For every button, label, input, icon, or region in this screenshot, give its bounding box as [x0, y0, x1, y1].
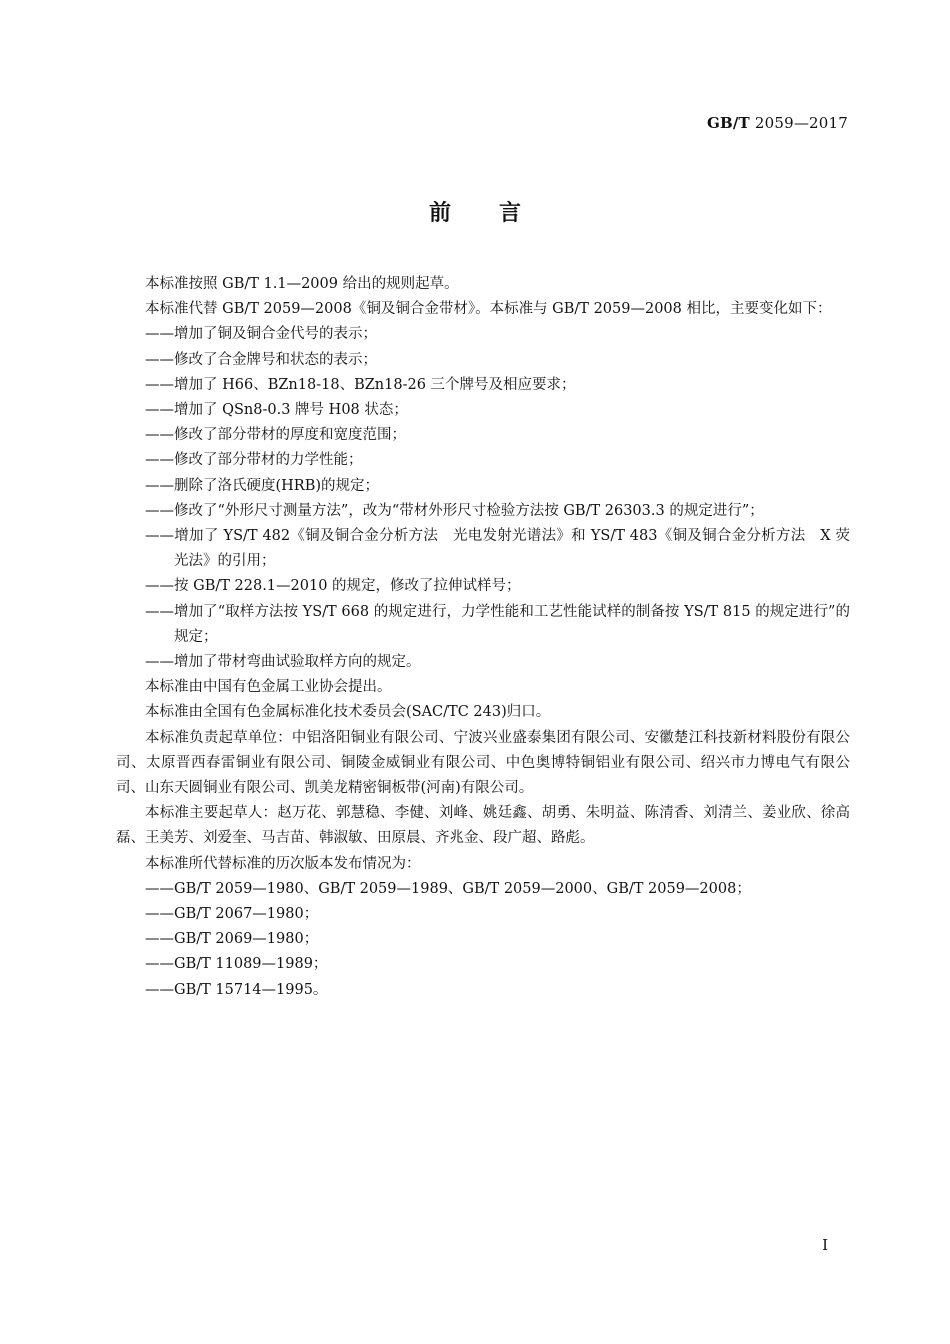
- change-item: ——增加了带材弯曲试验取样方向的规定。: [145, 654, 421, 671]
- change-item: ——增加了 H66、BZn18-18、BZn18-26 三个牌号及相应要求；: [145, 376, 576, 393]
- change-item: ——增加了 QSn8-0.3 牌号 H08 状态；: [145, 402, 408, 419]
- paragraph: 本标准由中国有色金属工业协会提出。: [145, 679, 392, 696]
- change-item: ——增加了铜及铜合金代号的表示；: [145, 326, 377, 343]
- standard-code: [707, 114, 848, 132]
- change-item: ——增加了“取样方法按 YS/T 668 的规定进行，力学性能和工艺性能试样的制备按 YS/T 815 的规定进行”的规定；: [145, 603, 850, 645]
- paragraph: 本标准负责起草单位：中铝洛阳铜业有限公司、宁波兴业盛泰集团有限公司、安徽楚江科技新材料股份有限公司、太原晋西春雷铜业有限公司、铜陵金威铜业有限公司、中色奥博特铜铝业有限公司、绍兴市力博电气有限公司、山东天圆铜业有限公司、凯美龙精密铜板带(河南)有限公司。: [116, 729, 850, 797]
- history-item: ——GB/T 2067—1980；: [145, 906, 319, 923]
- change-item: ——按 GB/T 228.1—2010 的规定，修改了拉伸试样号；: [145, 578, 521, 595]
- change-item: ——修改了“外形尺寸测量方法”，改为“带材外形尺寸检验方法按 GB/T 26303.3 的规定进行”；: [145, 502, 764, 519]
- paragraph: 本标准主要起草人：赵万花、郭慧稳、李健、刘峰、姚廷鑫、胡勇、朱明益、陈清香、刘清兰、姜业欣、徐高磊、王美芳、刘爱奎、马吉苗、韩淑敏、田原晨、齐兆金、段广超、路彪。: [116, 805, 850, 847]
- history-item: ——GB/T 2069—1980；: [145, 931, 319, 948]
- change-item: ——修改了合金牌号和状态的表示；: [145, 351, 377, 368]
- change-item: ——修改了部分带材的力学性能；: [145, 452, 363, 469]
- paragraph: 本标准代替 GB/T 2059—2008《铜及铜合金带材》。本标准与 GB/T 2059—2008 相比，主要变化如下：: [145, 301, 832, 318]
- standard-number: 2059—2017: [754, 114, 848, 132]
- page-number: I: [822, 1236, 828, 1254]
- paragraph: 本标准按照 GB/T 1.1—2009 给出的规则起草。: [145, 276, 459, 292]
- history-item: ——GB/T 15714—1995。: [145, 981, 328, 998]
- change-item: ——删除了洛氏硬度(HRB)的规定；: [145, 477, 380, 494]
- page-title: 前言: [428, 200, 569, 226]
- standard-prefix: GB/T: [706, 114, 750, 132]
- foreword-body: [116, 272, 850, 1003]
- history-item: ——GB/T 11089—1989；: [145, 956, 328, 973]
- paragraph: 本标准由全国有色金属标准化技术委员会(SAC/TC 243)归口。: [145, 704, 551, 721]
- change-item: ——修改了部分带材的厚度和宽度范围；: [145, 427, 406, 444]
- change-item: ——增加了 YS/T 482《铜及铜合金分析方法 光电发射光谱法》和 YS/T 483《铜及铜合金分析方法 X 荧光法》的引用；: [145, 528, 850, 570]
- paragraph: 本标准所代替标准的历次版本发布情况为：: [145, 855, 421, 872]
- history-item: ——GB/T 2059—1980、GB/T 2059—1989、GB/T 2059—2000、GB/T 2059—2008；: [145, 880, 751, 897]
